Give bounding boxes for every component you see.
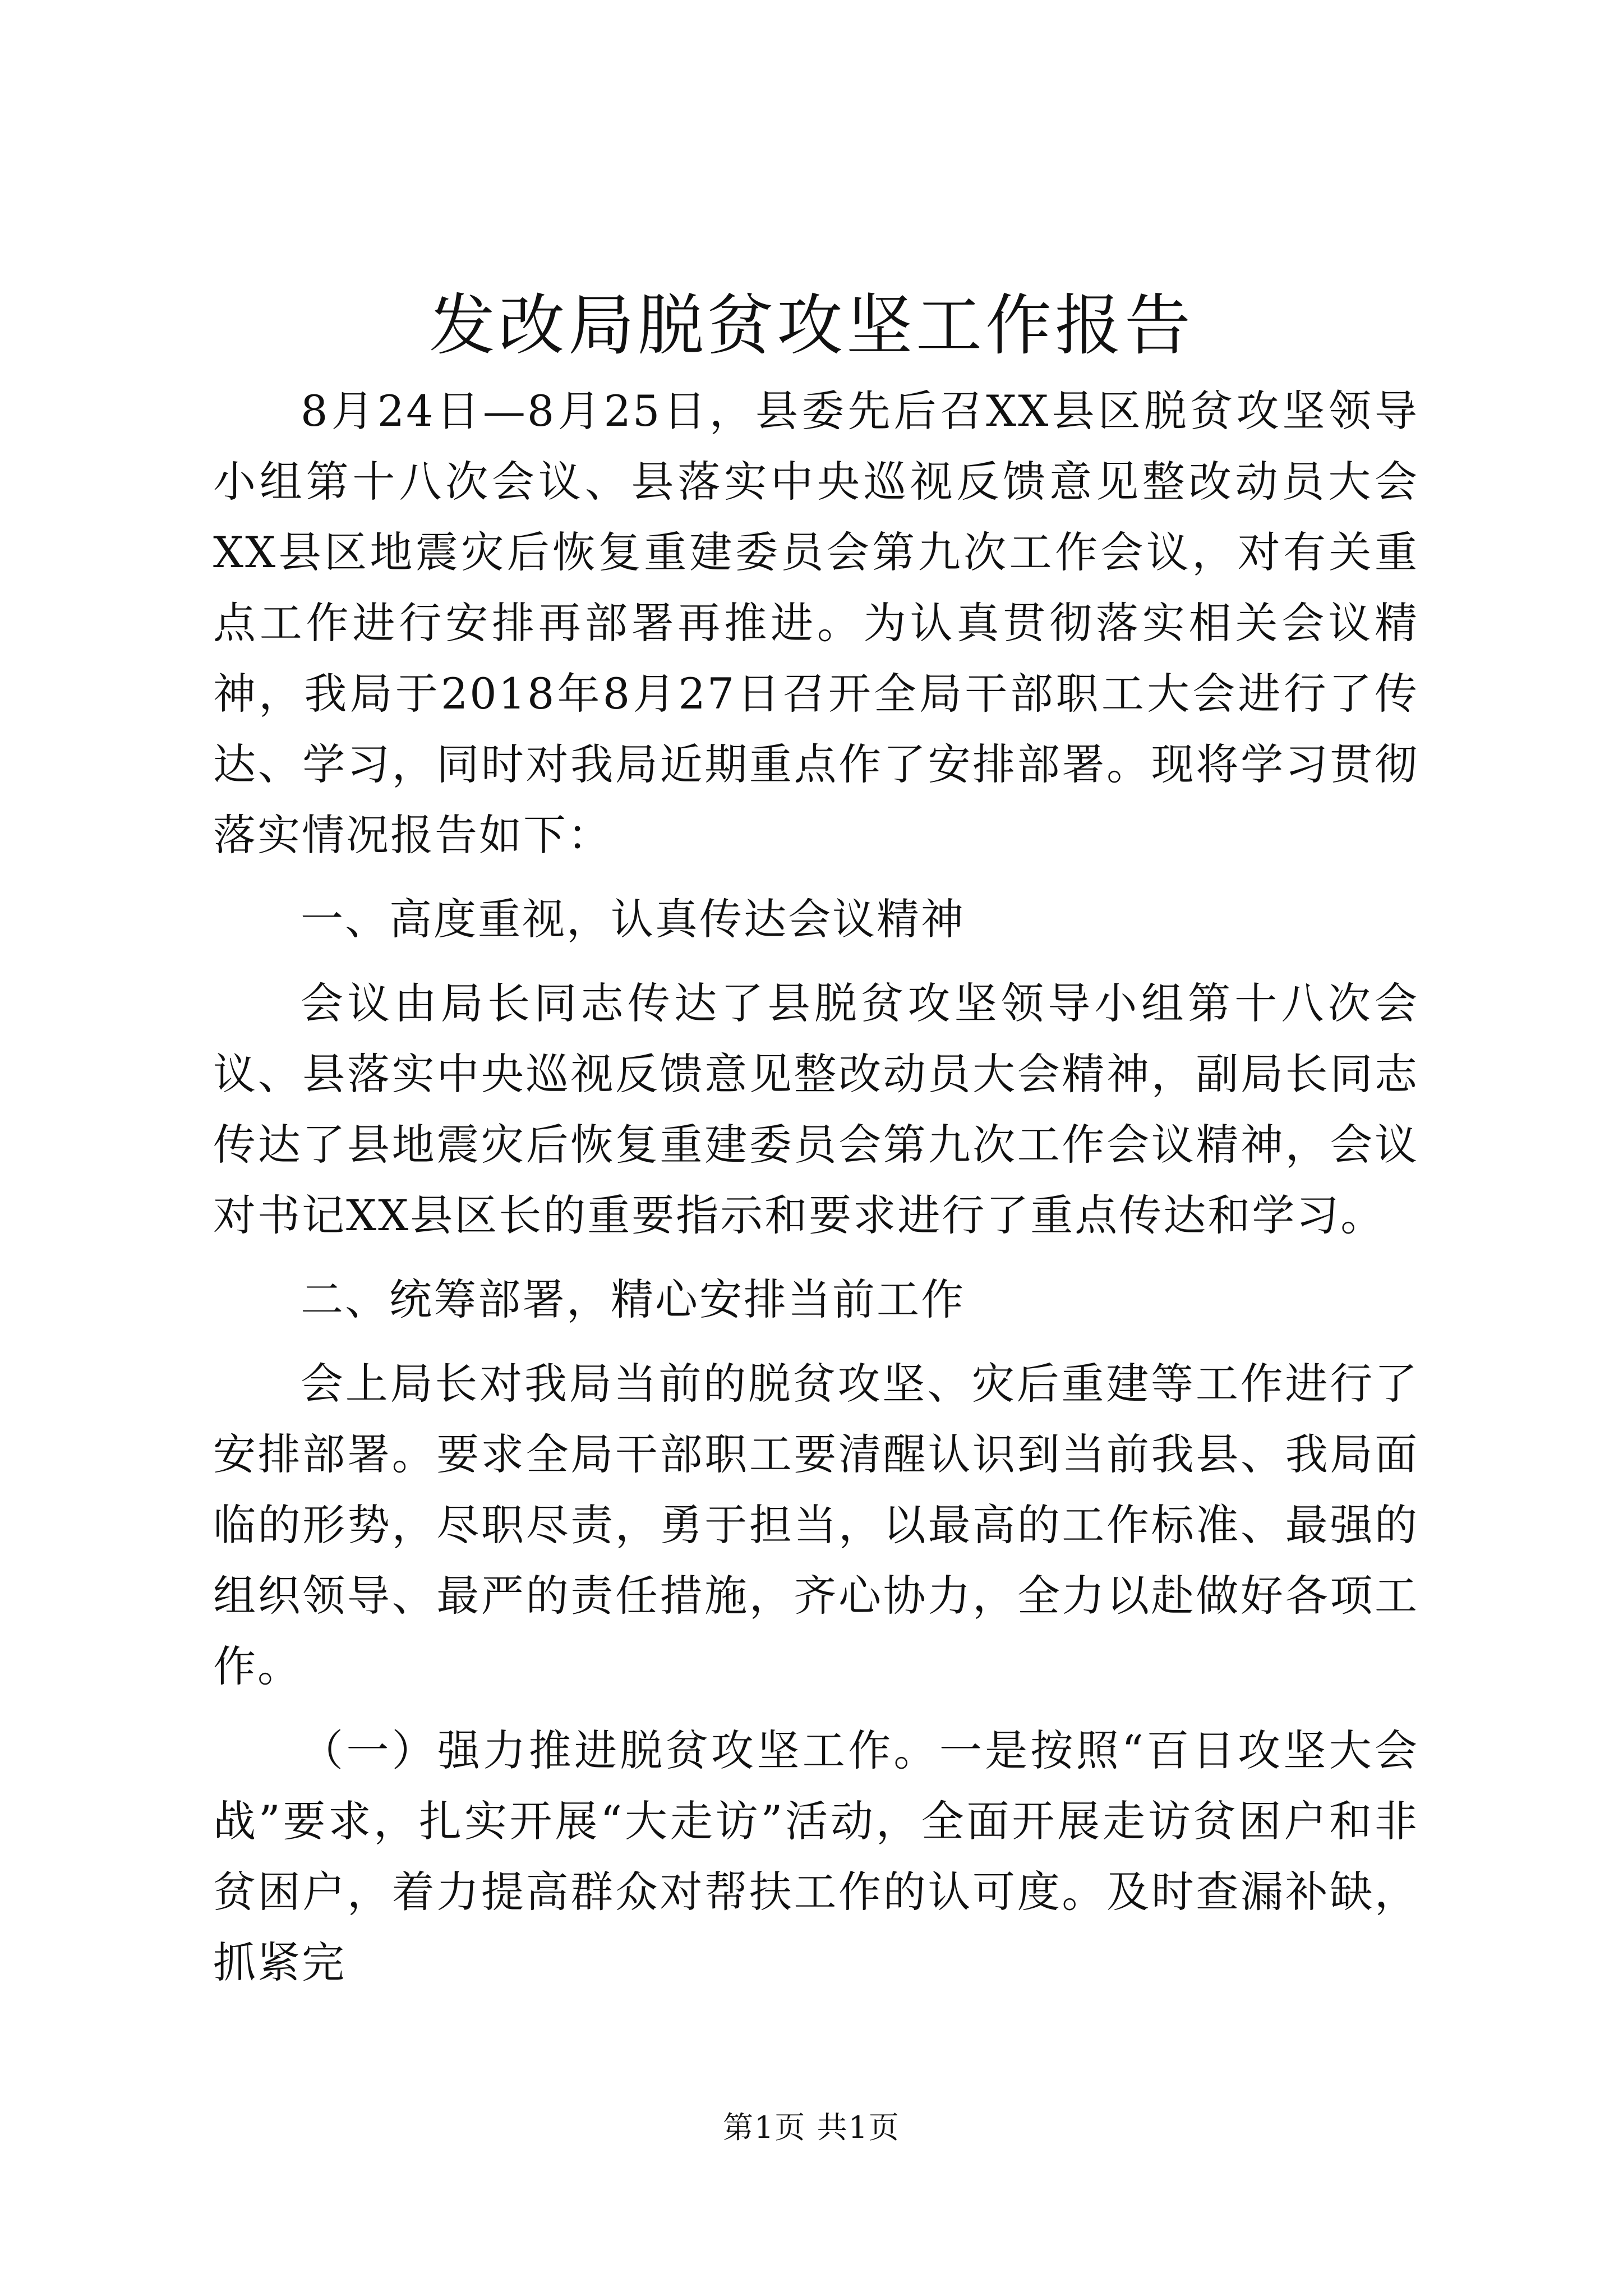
- section-1-paragraph: 会议由局长同志传达了县脱贫攻坚领导小组第十八次会议、县落实中央巡视反馈意见整改动员大会精神，副局长同志传达了县地震灾后恢复重建委员会第九次工作会议精神，会议对书记XX县区长的重要指示和要求进行了重点传达和学习。: [213, 978, 1419, 1240]
- document-title: 发改局脱贫攻坚工作报告: [428, 287, 1194, 364]
- page-footer: 第1页 共1页: [723, 2110, 900, 2145]
- intro-paragraph: 8月24日—8月25日，县委先后召XX县区脱贫攻坚领导小组第十八次会议、县落实中央巡视反馈意见整改动员大会XX县区地震灾后恢复重建委员会第九次工作会议，对有关重点工作进行安排再部署再推进。为认真贯彻落实相关会议精神，我局于2018年8月27日召开全局干部职工大会进行了传达、学习，同时对我局近期重点作了安排部署。现将学习贯彻落实情况报告如下：: [213, 386, 1419, 860]
- section-heading-2: 二、统筹部署，精心安排当前工作: [301, 1274, 965, 1324]
- section-2-paragraph: 会上局长对我局当前的脱贫攻坚、灾后重建等工作进行了安排部署。要求全局干部职工要清醒认识到当前我县、我局面临的形势，尽职尽责，勇于担当，以最高的工作标准、最强的组织领导、最严的责任措施，齐心协力，全力以赴做好各项工作。: [213, 1359, 1419, 1691]
- section-heading-1: 一、高度重视，认真传达会议精神: [301, 894, 965, 944]
- subsection-1-paragraph: （一）强力推进脱贫攻坚工作。一是按照“百日攻坚大会战”要求，扎实开展“大走访”活动，全面开展走访贫困户和非贫困户，着力提高群众对帮扶工作的认可度。及时查漏补缺，抓紧完: [213, 1726, 1419, 1987]
- document-body: [213, 376, 1419, 2012]
